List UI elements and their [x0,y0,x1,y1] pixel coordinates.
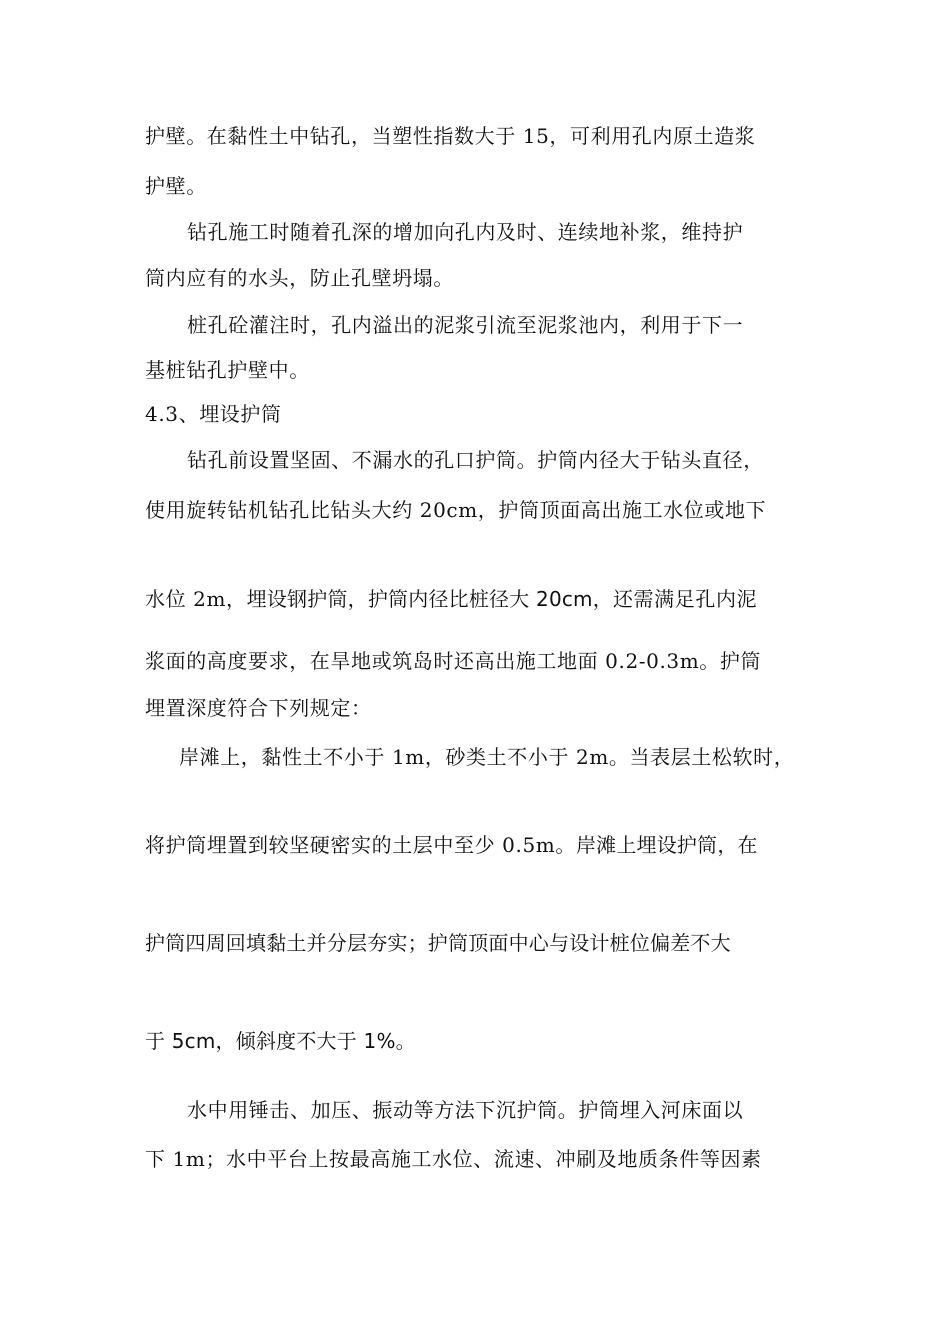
text-line-6: 基桩钻孔护壁中。 [145,358,310,382]
text-line-5: 桩孔砼灌注时，孔内溢出的泥浆引流至泥浆池内，利用于下一 [187,313,744,337]
text-segment-sans: 埋设钢护筒，护筒内径比桩径大 20cm， [246,587,613,611]
text-line-17: 水中用锤击、加压、振动等方法下沉护筒。护筒埋入河床面以 [187,1098,744,1122]
text-line-14 [145,831,758,859]
text-segment: 水位 2m， [145,587,247,611]
text-line-13: 岸滩上，黏性土不小于 1m，砂类土不小于 2m。当表层土松软时， [179,745,795,769]
text-segment: 将护筒埋置到较坚硬密实的土层中至少 0.5m。 [145,833,576,857]
text-segment: 还需满足孔内泥 [612,587,758,611]
text-line-9: 使用旋转钻机钻孔比钻头大约 20cm，护筒顶面高出施工水位或地下 [145,498,767,522]
text-line-10 [145,585,757,613]
text-line-15: 护筒四周回填黏土并分层夯实；护筒顶面中心与设计桩位偏差不大 [145,931,731,955]
text-line-12: 埋置深度符合下列规定： [145,696,372,720]
text-line-18: 下 1m；水中平台上按最高施工水位、流速、冲刷及地质条件等因素 [145,1147,762,1171]
text-line-4: 筒内应有的水头，防止孔壁坍塌。 [145,266,454,290]
text-line-11: 浆面的高度要求，在旱地或筑岛时还高出施工地面 0.2-0.3m。护筒 [145,649,762,673]
text-line-8: 钻孔前设置坚固、不漏水的孔口护筒。护筒内径大于钻头直径， [187,448,764,472]
text-line-3: 钻孔施工时随着孔深的增加向孔内及时、连续地补浆，维持护 [187,220,744,244]
text-line-16: 于 5cm，倾斜度不大于 1%。 [145,1029,416,1053]
text-segment-sans: 岸滩上埋设护筒，在 [575,833,758,857]
section-heading: 4.3、埋设护筒 [145,402,282,426]
text-line-2: 护壁。 [145,174,207,198]
text-line-1: 护壁。在黏性土中钻孔，当塑性指数大于 15，可利用孔内原土造浆 [145,124,756,148]
